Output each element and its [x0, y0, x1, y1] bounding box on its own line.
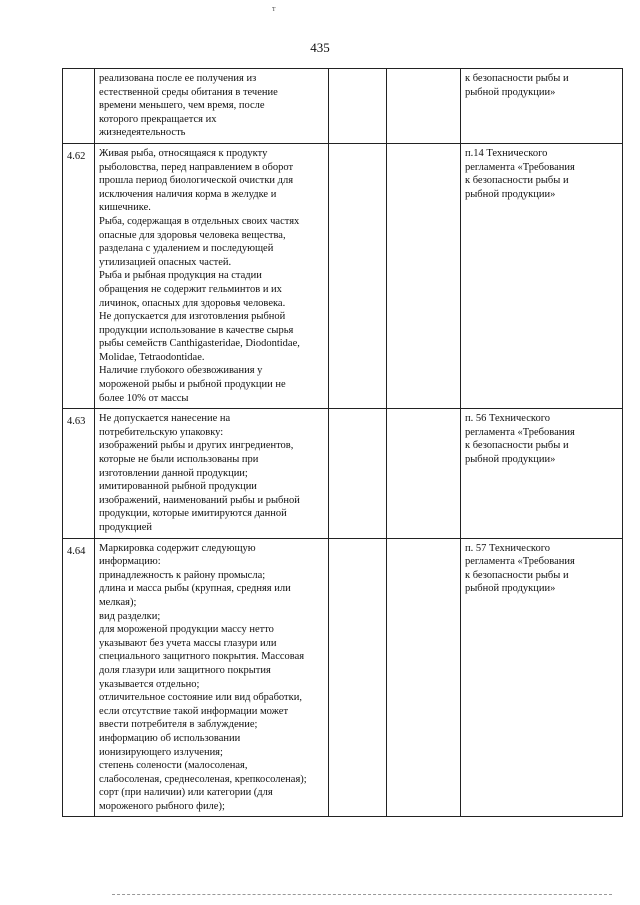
text-line: Molidae, Tetraodontidae. [99, 351, 205, 363]
text-line: реализована после ее получения из [99, 73, 257, 84]
text-line: Живая рыба, относящаяся к продукту [99, 147, 268, 159]
table-row [63, 409, 623, 538]
ref-line: рыбной продукции» [465, 454, 556, 466]
text-line: исключения наличия корма в желудке и [99, 188, 277, 200]
empty-cell [387, 143, 461, 408]
row-number [63, 69, 95, 144]
text-line: изготовлении данной продукции; [99, 467, 248, 479]
empty-cell [329, 143, 387, 408]
ref-line: п.14 Технического [465, 147, 548, 159]
text-line: информацию об использовании [99, 732, 241, 744]
ref-line: к безопасности рыбы и [465, 569, 569, 581]
text-line: продукции, которые имитируются данной [99, 508, 287, 520]
empty-cell [387, 409, 461, 538]
text-line: слабосоленая, среднесоленая, крепкосоленая); [99, 773, 307, 785]
text-line: Рыба и рыбная продукция на стадии [99, 270, 262, 282]
text-line: указывают без учета массы глазури или [99, 637, 277, 649]
text-line: длина и масса рыбы (крупная, средняя или [99, 583, 291, 595]
empty-cell [329, 538, 387, 817]
requirements-table [62, 68, 623, 817]
reference-cell [461, 143, 623, 408]
text-line: ввести потребителя в заблуждение; [99, 719, 258, 731]
text-line: сорт (при наличии) или категории (для [99, 787, 273, 799]
text-line: Не допускается для изготовления рыбной [99, 311, 286, 323]
text-line: вид разделки; [99, 610, 161, 622]
text-line: жизнедеятельность [99, 127, 186, 139]
text-line: утилизацией опасных частей. [99, 256, 232, 268]
requirement-text [95, 143, 329, 408]
text-line: которого прекращается их [99, 113, 217, 125]
row-number: 4.62 [63, 143, 95, 408]
requirement-text [95, 538, 329, 817]
ref-line: рыбной продукции» [465, 188, 556, 200]
text-line: продукции использование в качестве сырья [99, 324, 294, 336]
table-row [63, 69, 623, 144]
text-line: более 10% от массы [99, 392, 189, 404]
text-line: Наличие глубокого обезвоживания у [99, 365, 263, 377]
text-line: рыболовства, перед направлением в оборот [99, 161, 294, 173]
text-line: мороженого рыбного филе); [99, 800, 225, 812]
requirement-text [95, 409, 329, 538]
text-line: которые не были использованы при [99, 454, 259, 466]
text-line: мелкая); [99, 596, 137, 608]
empty-cell [387, 538, 461, 817]
row-number: 4.63 [63, 409, 95, 538]
ref-line: п. 56 Технического [465, 413, 550, 425]
text-line: изображений, наименований рыбы и рыбной [99, 494, 300, 506]
text-line: изображений рыбы и других ингредиентов, [99, 440, 294, 452]
table-row [63, 143, 623, 408]
text-line: Не допускается нанесение на [99, 413, 231, 425]
reference-cell [461, 69, 623, 144]
ref-line: регламента «Требования [465, 161, 575, 173]
ref-line: регламента «Требования [465, 426, 575, 438]
ref-line: рыбной продукции» [465, 583, 556, 595]
empty-cell [387, 69, 461, 144]
text-line: имитированной рыбной продукции [99, 481, 257, 493]
text-line: мороженой рыбы и рыбной продукции не [99, 379, 286, 391]
empty-cell [329, 69, 387, 144]
text-line: прошла период биологической очистки для [99, 175, 294, 187]
text-line: указывается отдельно; [99, 678, 200, 690]
text-line: времени меньшего, чем время, после [99, 100, 265, 112]
text-line: ионизирующего излучения; [99, 746, 223, 758]
text-line: личинок, опасных для здоровья человека. [99, 297, 286, 309]
reference-cell [461, 409, 623, 538]
empty-cell [329, 409, 387, 538]
page-number: 435 [310, 40, 330, 55]
table-row [63, 538, 623, 817]
text-line: потребительскую упаковку: [99, 426, 224, 438]
bottom-divider [112, 894, 612, 895]
text-line: отличительное состояние или вид обработки, [99, 692, 302, 704]
ref-line: регламента «Требования [465, 556, 575, 568]
text-line: разделана с удалением и последующей [99, 243, 274, 255]
text-line: принадлежность к району промысла; [99, 569, 266, 581]
text-line: степень солености (малосоленая, [99, 760, 248, 772]
ref-line: к безопасности рыбы и [465, 73, 569, 84]
page-top-mark: т [272, 4, 276, 13]
text-line: обращения не содержит гельминтов и их [99, 283, 282, 295]
text-line: продукцией [99, 522, 153, 533]
text-line: опасные для здоровья человека вещества, [99, 229, 286, 241]
text-line: информацию: [99, 556, 161, 568]
text-line: для мороженой продукции массу нетто [99, 624, 274, 636]
text-line: Маркировка содержит следующую [99, 542, 256, 554]
ref-line: к безопасности рыбы и [465, 440, 569, 452]
text-line: естественной среды обитания в течение [99, 86, 278, 98]
text-line: кишечнике. [99, 202, 151, 214]
ref-line: рыбной продукции» [465, 86, 556, 98]
text-line: доля глазури или защитного покрытия [99, 664, 271, 676]
text-line: специального защитного покрытия. Массовая [99, 651, 305, 663]
text-line: рыбы семейств Canthigasteridae, Diodontidae, [99, 338, 300, 350]
row-number: 4.64 [63, 538, 95, 817]
text-line: если отсутствие такой информации может [99, 705, 289, 717]
ref-line: к безопасности рыбы и [465, 175, 569, 187]
text-line: Рыба, содержащая в отдельных своих частях [99, 215, 300, 227]
table-body [63, 69, 623, 817]
requirement-text [95, 69, 329, 144]
ref-line: п. 57 Технического [465, 542, 550, 554]
reference-cell [461, 538, 623, 817]
